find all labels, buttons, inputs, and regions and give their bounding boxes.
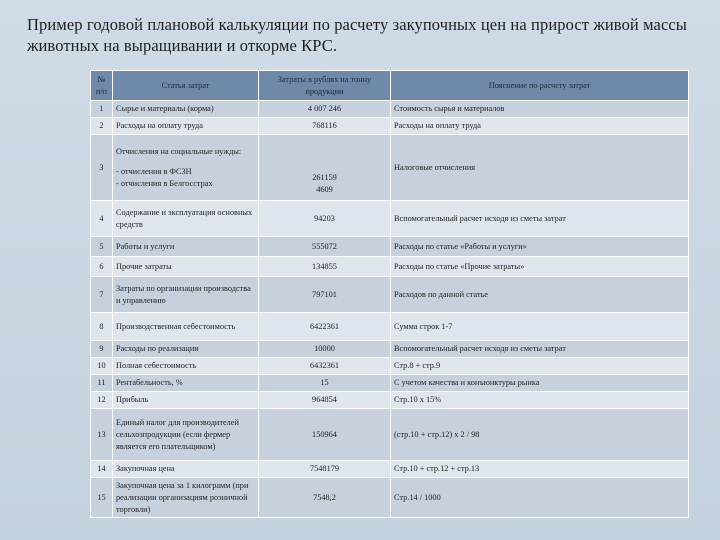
row-note: Стр.10 + стр.12 + стр.13 [391,461,689,478]
row-num: 10 [91,358,113,375]
row-num: 12 [91,392,113,409]
row-num: 8 [91,313,113,341]
row-item: Единый налог для производителей сельхозпродукции (если фермер является его плательщиком) [113,409,259,461]
table-row [91,461,689,478]
row-item: Прибыль [113,392,259,409]
row-cost: 768116 [259,118,391,135]
row-cost: 964854 [259,392,391,409]
table-row [91,375,689,392]
row-item: Рентабельность, % [113,375,259,392]
row-note: Стр.8 + стр.9 [391,358,689,375]
row-note: Налоговые отчисления [391,135,689,201]
row-cost: 4 007 246 [259,101,391,118]
row-note: Стоимость сырья и материалов [391,101,689,118]
row-subcost-belgosstrakh: 4609 [316,184,333,194]
row-num: 4 [91,201,113,237]
row-note: Сумма строк 1-7 [391,313,689,341]
calculation-table [90,70,689,518]
row-item: Полная себестоимость [113,358,259,375]
row-note: Стр.14 / 1000 [391,478,689,518]
row-num: 15 [91,478,113,518]
row-cost: 797101 [259,277,391,313]
row-item: Закупочная цена [113,461,259,478]
row-num: 11 [91,375,113,392]
table-row [91,118,689,135]
row-note: Стр.10 х 15% [391,392,689,409]
row-cost: 7548,2 [259,478,391,518]
row-subitem-belgosstrakh: - отчисления в Белгосстрах [116,178,213,188]
row-cost-group [259,135,391,201]
table-row [91,201,689,237]
row-item: Прочие затраты [113,257,259,277]
row-num: 3 [91,135,113,201]
row-note: Вспомогательный расчет исходя из сметы затрат [391,201,689,237]
row-cost: 94203 [259,201,391,237]
table-row [91,257,689,277]
row-num: 7 [91,277,113,313]
row-cost: 6432361 [259,358,391,375]
header-cost: Затраты в рублях на тонну продукции [259,71,391,101]
row-subcost-fszn: 261159 [312,172,337,182]
table-row [91,478,689,518]
row-item: Закупочная цена за 1 килограмм (при реализации организациям розничной торговли) [113,478,259,518]
header-item: Статья затрат [113,71,259,101]
row-num: 2 [91,118,113,135]
row-item: Отчисления на социальные нужды: [116,146,242,156]
row-subitem-fszn: - отчисления в ФСЗН [116,166,192,176]
table-row [91,392,689,409]
row-note: Расходы на оплату труда [391,118,689,135]
row-item: Расходы по реализации [113,341,259,358]
row-item: Затраты по организации производства и управлению [113,277,259,313]
row-num: 14 [91,461,113,478]
table-row [91,409,689,461]
table-row [91,341,689,358]
row-note: С учетом качества и конъюнктуры рынка [391,375,689,392]
row-note: Расходов по данной статье [391,277,689,313]
row-item: Производственная себестоимость [113,313,259,341]
row-note: Расходы по статье «Прочие затраты» [391,257,689,277]
row-cost: 134855 [259,257,391,277]
row-item: Расходы на оплату труда [113,118,259,135]
row-item-group [113,135,259,201]
row-cost: 555072 [259,237,391,257]
row-note: Вспомогательный расчет исходя из сметы затрат [391,341,689,358]
row-num: 1 [91,101,113,118]
row-note: (стр.10 + стр.12) х 2 / 98 [391,409,689,461]
row-item: Сырье и материалы (корма) [113,101,259,118]
row-cost: 10000 [259,341,391,358]
row-num: 6 [91,257,113,277]
header-note: Пояснение по расчету затрат [391,71,689,101]
table-header-row [91,71,689,101]
row-num: 9 [91,341,113,358]
table-row [91,135,689,201]
row-cost: 150964 [259,409,391,461]
row-cost: 15 [259,375,391,392]
row-cost: 6422361 [259,313,391,341]
page-title: Пример годовой плановой калькуляции по расчету закупочных цен на прирост живой массы животных на выращивании и откорме КРС. [27,15,687,55]
row-item: Работы и услуги [113,237,259,257]
table-row [91,313,689,341]
row-num: 5 [91,237,113,257]
table-row [91,358,689,375]
table-row [91,237,689,257]
header-num: № п/п [91,71,113,101]
table-row [91,277,689,313]
row-item: Содержание и эксплуатация основных средств [113,201,259,237]
row-cost: 7548179 [259,461,391,478]
row-note: Расходы по статье «Работы и услуги» [391,237,689,257]
table-row [91,101,689,118]
row-num: 13 [91,409,113,461]
